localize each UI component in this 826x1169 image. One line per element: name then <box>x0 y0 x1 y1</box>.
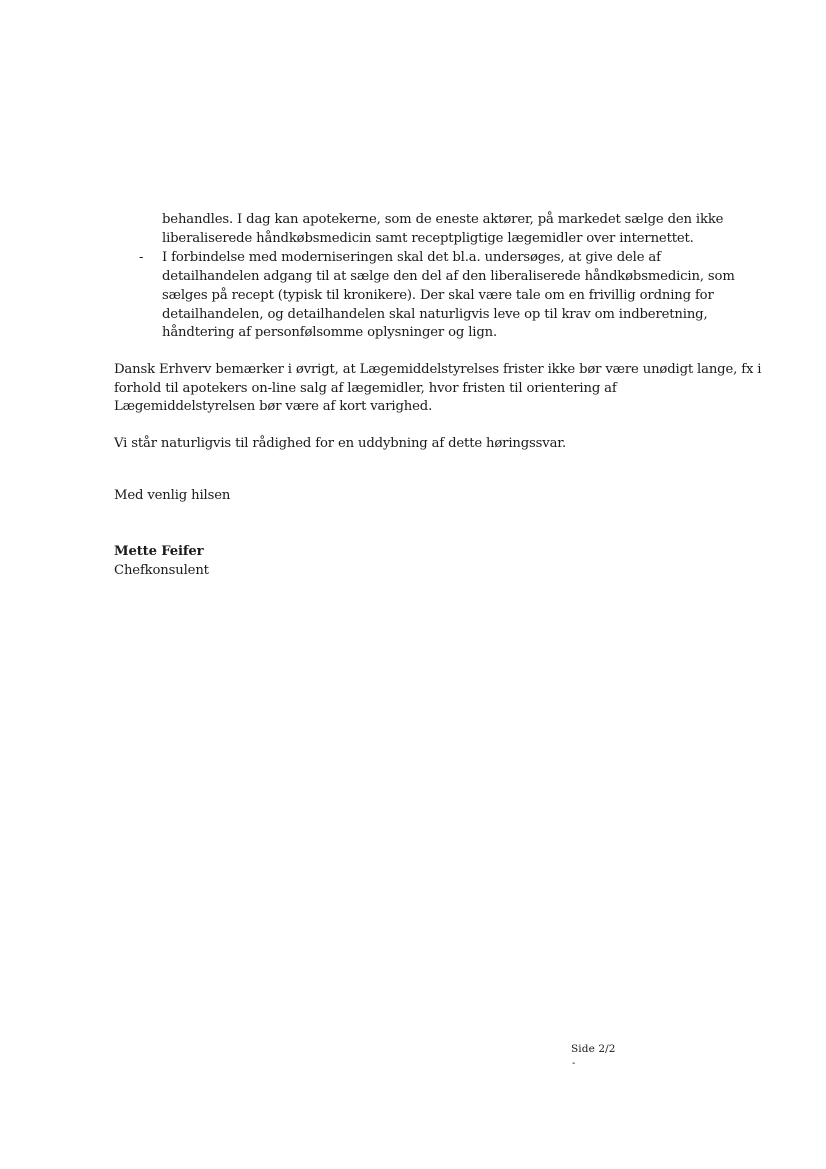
paragraph-line: forhold til apotekers on-line salg af lægemidler, hvor fristen til orientering af <box>114 381 617 396</box>
signer-title: Chefkonsulent <box>114 563 209 578</box>
bullet-line: detailhandelen, og detailhandelen skal naturligvis leve op til krav om indberetning, <box>162 307 708 322</box>
paragraph-availability: Vi står naturligvis til rådighed for en uddybning af dette høringssvar. <box>114 436 567 451</box>
bullet-line: I forbindelse med moderniseringen skal det bl.a. undersøges, at give dele af <box>162 250 661 265</box>
bullet-marker: - <box>139 250 144 265</box>
bullet-line: sælges på recept (typisk til kronikere). Der skal være tale om en frivillig ordning for <box>162 288 714 303</box>
footer-dash: - <box>572 1058 576 1069</box>
closing-greeting: Med venlig hilsen <box>114 488 231 503</box>
bullet-line: detailhandelen adgang til at sælge den del af den liberaliserede håndkøbsmedicin, som <box>162 269 735 284</box>
page-number: Side 2/2 <box>571 1043 616 1055</box>
bullet-line: håndtering af personfølsomme oplysninger og lign. <box>162 325 498 340</box>
paragraph-line: Lægemiddelstyrelsen bør være af kort varighed. <box>114 399 433 414</box>
signer-name: Mette Feifer <box>114 544 204 559</box>
continuation-line: liberaliserede håndkøbsmedicin samt receptpligtige lægemidler over internettet. <box>162 231 694 246</box>
paragraph-line: Dansk Erhverv bemærker i øvrigt, at Lægemiddelstyrelses frister ikke bør være unødigt lange, fx i <box>114 362 762 377</box>
continuation-line: behandles. I dag kan apotekerne, som de eneste aktører, på markedet sælge den ikke <box>162 212 724 227</box>
